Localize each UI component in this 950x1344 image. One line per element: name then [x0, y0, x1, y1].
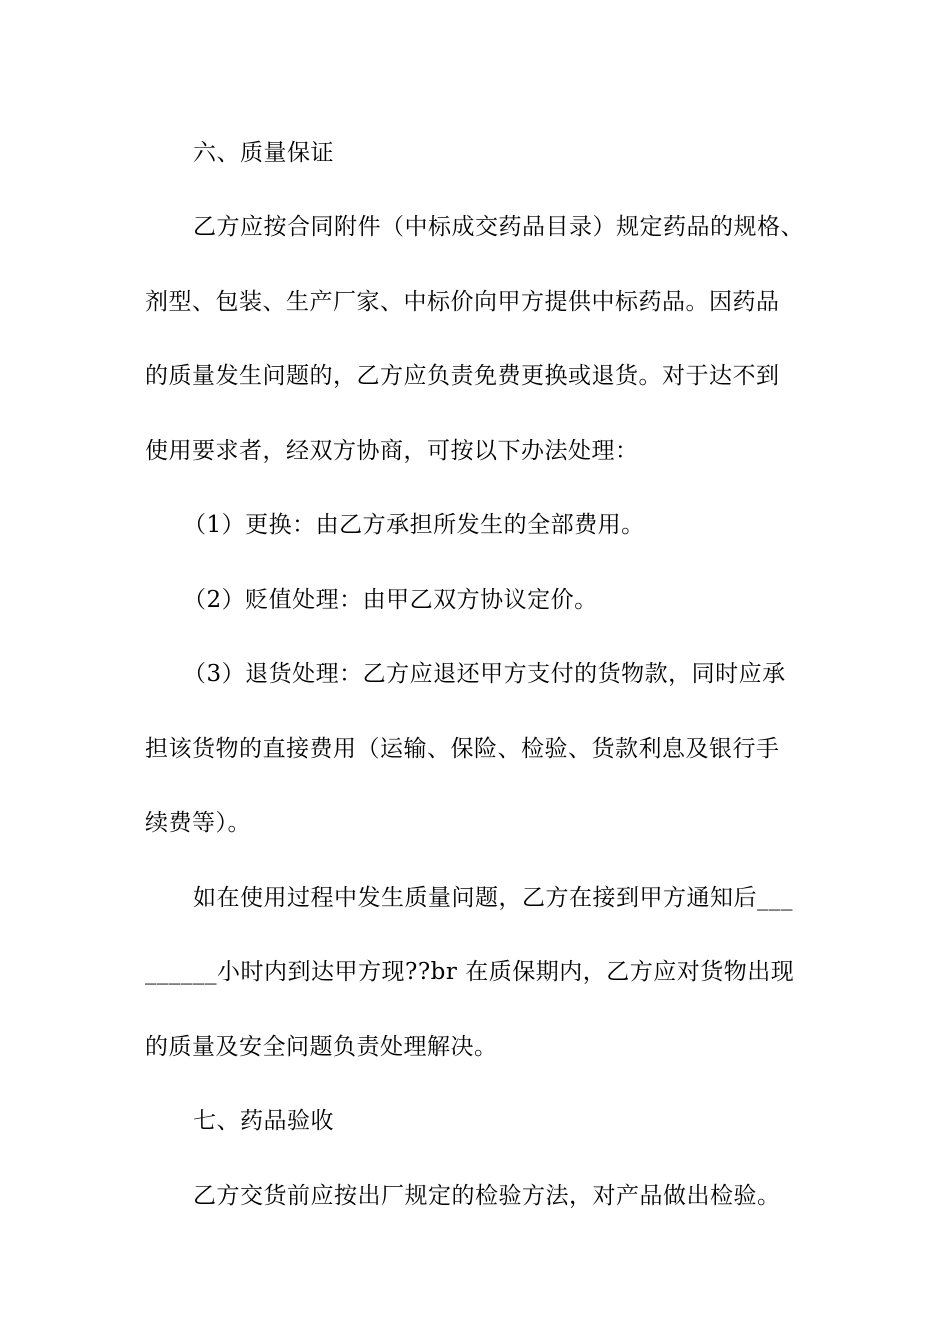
paragraph-line: 使用要求者，经双方协商，可按以下办法处理：	[145, 438, 639, 464]
list-item-replace: （1）更换：由乙方承担所发生的全部费用。	[183, 512, 645, 538]
paragraph-line: 担该货物的直接费用（运输、保险、检验、货款利息及银行手	[145, 736, 780, 762]
paragraph-line: 如在使用过程中发生质量问题，乙方在接到甲方通知后___	[193, 885, 793, 911]
list-item-return: （3）退货处理：乙方应退还甲方支付的货物款，同时应承	[183, 661, 786, 687]
section-heading-quality-guarantee: 六、质量保证	[193, 140, 334, 166]
section-heading-acceptance: 七、药品验收	[193, 1108, 334, 1134]
paragraph-line: 的质量及安全问题负责处理解决。	[145, 1034, 498, 1060]
paragraph-line: 乙方应按合同附件（中标成交药品目录）规定药品的规格、	[193, 214, 804, 240]
paragraph-line: 续费等）。	[145, 810, 251, 836]
paragraph-line: ______小时内到达甲方现??br 在质保期内，乙方应对货物出现	[145, 959, 795, 985]
paragraph-line: 的质量发生问题的，乙方应负责免费更换或退货。对于达不到	[145, 363, 780, 389]
list-item-depreciation: （2）贬值处理：由甲乙双方协议定价。	[183, 587, 598, 613]
paragraph-line: 乙方交货前应按出厂规定的检验方法，对产品做出检验。	[193, 1183, 781, 1209]
paragraph-line: 剂型、包装、生产厂家、中标价向甲方提供中标药品。因药品	[145, 289, 780, 315]
